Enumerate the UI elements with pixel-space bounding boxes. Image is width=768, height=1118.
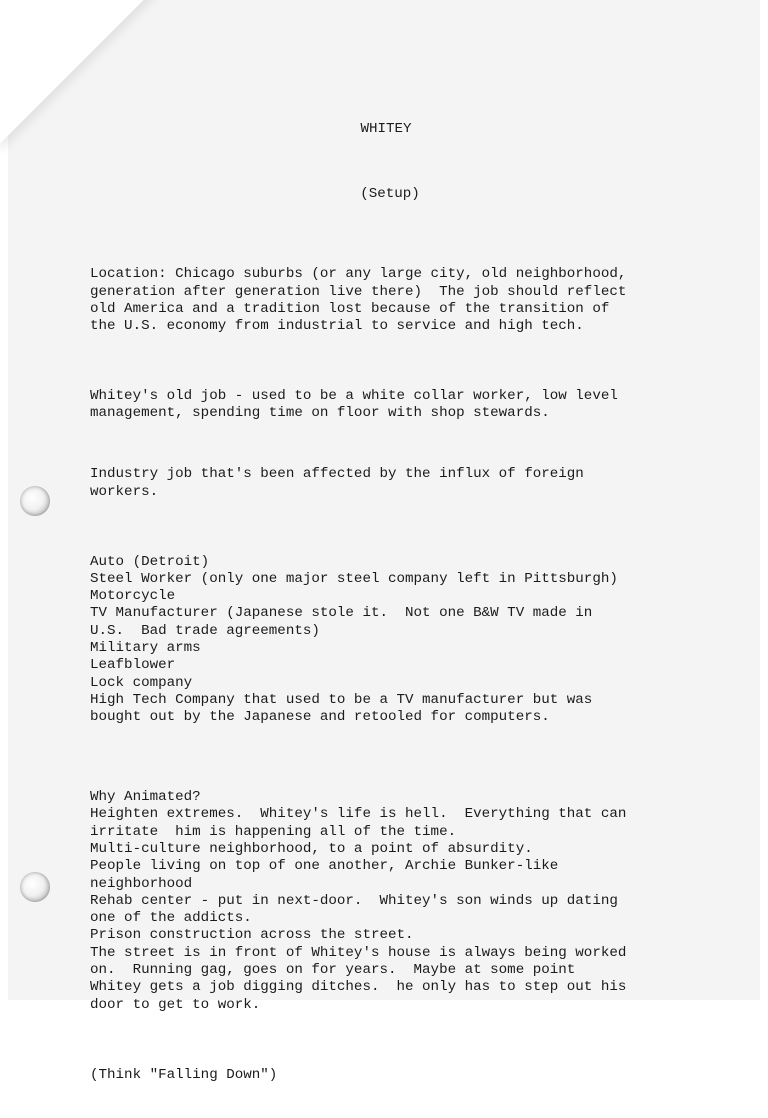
why-animated-section: Why Animated? Heighten extremes. Whitey's life is hell. Everything that can irritate him is happening all of the time. Multi-culture neighborhood, to a point of absurdity. People living on top of one another, Archie Bunker-like neighborhood Rehab center - put in next-door. Whitey's son winds up dating one of the addicts. Prison construction across the street. The street is in front of Whitey's house is always being worked on. Running gag, goes on for years. Maybe at some point Whitey gets a job digging ditches. he only has to step out his door to get to work.	[90, 789, 627, 1013]
paper-page	[8, 0, 760, 1083]
old-job-paragraph: Whitey's old job - used to be a white collar worker, low level management, spending time on floor with shop stewards.	[90, 388, 618, 422]
location-paragraph: Location: Chicago suburbs (or any large city, old neighborhood, generation after generation live there) The job should reflect old America and a tradition lost because of the transition of the U.S. economy from industrial to service and high tech.	[90, 266, 627, 335]
document-subtitle: (Setup)	[360, 186, 420, 203]
binder-hole-icon	[20, 486, 50, 516]
document-title: WHITEY	[360, 120, 412, 137]
script-document	[90, 86, 690, 1118]
binder-hole-icon	[20, 872, 50, 902]
industries-list: Auto (Detroit) Steel Worker (only one major steel company left in Pittsburgh) Motorcycle TV Manufacturer (Japanese stole it. Not one B&W TV made in U.S. Bad trade agreements) Military arms Leafblower Lock company High Tech Company that used to be a TV manufacturer but was bought out by the Japanese and retooled for computers.	[90, 553, 618, 726]
industry-paragraph: Industry job that's been affected by the influx of foreign workers.	[90, 466, 584, 500]
think-note: (Think "Falling Down")	[90, 1066, 278, 1083]
